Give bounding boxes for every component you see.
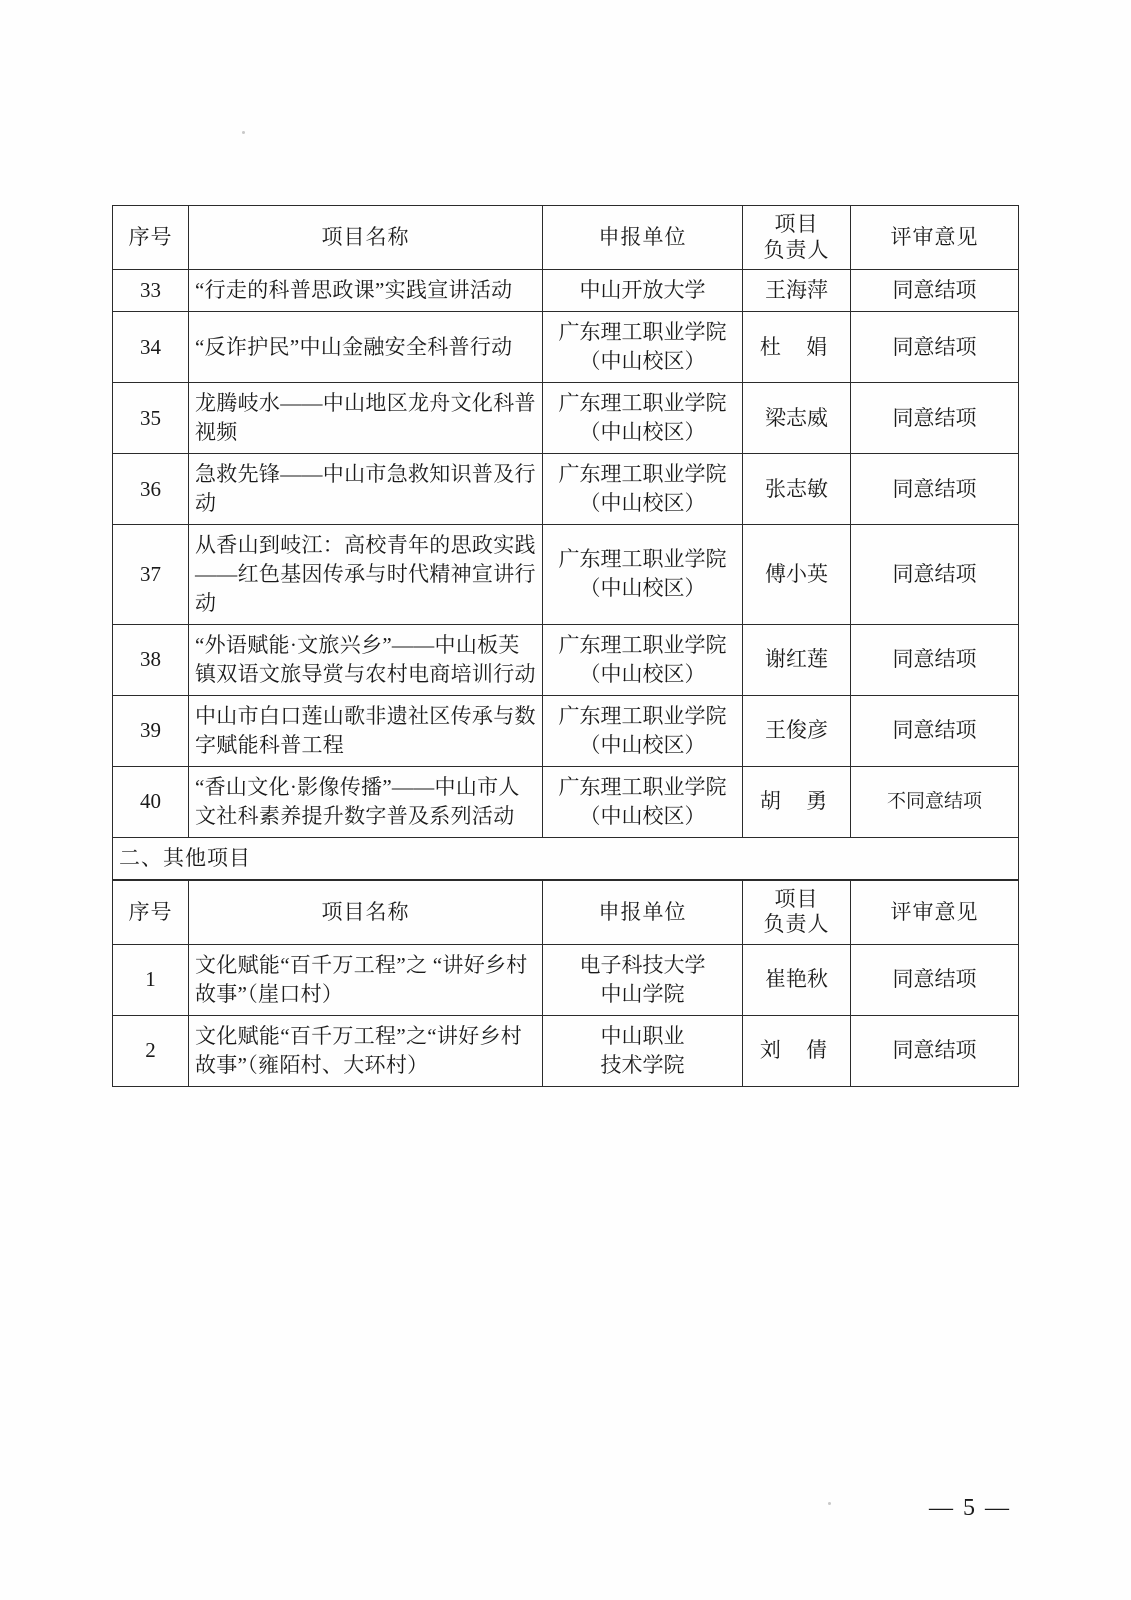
header-no: 序号 — [113, 880, 189, 944]
header-applicant-unit: 申报单位 — [543, 880, 743, 944]
row-applicant-unit — [543, 766, 743, 837]
row-review-opinion: 同意结项 — [851, 944, 1019, 1015]
header-applicant-unit: 申报单位 — [543, 206, 743, 270]
table-row — [113, 525, 1019, 625]
unit-sub: （中山校区） — [579, 420, 706, 445]
unit-main: 广东理工职业学院 — [558, 703, 727, 728]
unit-main: 电子科技大学 — [579, 952, 706, 977]
row-no: 2 — [113, 1015, 189, 1086]
row-applicant-unit — [543, 525, 743, 625]
header-project-name: 项目名称 — [189, 880, 543, 944]
unit-main: 中山开放大学 — [579, 278, 706, 303]
table-row — [113, 944, 1019, 1015]
table-row — [113, 1015, 1019, 1086]
row-project-name: 文化赋能“百千万工程”之 “讲好乡村故事”（崖口村） — [189, 944, 543, 1015]
row-applicant-unit — [543, 624, 743, 695]
row-no: 37 — [113, 525, 189, 625]
unit-sub: 技术学院 — [600, 1052, 685, 1077]
row-project-name: 文化赋能“百千万工程”之“讲好乡村故事”（雍陌村、大环村） — [189, 1015, 543, 1086]
row-owner: 胡 勇 — [743, 766, 851, 837]
row-owner: 张志敏 — [743, 454, 851, 525]
row-no: 39 — [113, 695, 189, 766]
row-owner: 王海萍 — [743, 270, 851, 312]
table-row — [113, 270, 1019, 312]
unit-main: 广东理工职业学院 — [558, 632, 727, 657]
header-review-opinion: 评审意见 — [851, 880, 1019, 944]
projects-table-two — [112, 880, 1019, 1087]
document-body — [112, 205, 1018, 1087]
row-owner: 梁志威 — [743, 383, 851, 454]
header-no: 序号 — [113, 206, 189, 270]
row-no: 1 — [113, 944, 189, 1015]
header-review-opinion: 评审意见 — [851, 206, 1019, 270]
table-header-row — [113, 880, 1019, 944]
unit-main: 中山职业 — [600, 1023, 685, 1048]
row-owner: 王俊彦 — [743, 695, 851, 766]
unit-main: 广东理工职业学院 — [558, 774, 727, 799]
header-owner-line2: 负责人 — [763, 237, 830, 262]
row-owner: 谢红莲 — [743, 624, 851, 695]
row-applicant-unit — [543, 1015, 743, 1086]
unit-sub: （中山校区） — [579, 732, 706, 757]
row-no: 36 — [113, 454, 189, 525]
section-title-row — [113, 837, 1019, 879]
header-owner-line1: 项目 — [774, 886, 819, 911]
header-owner-line1: 项目 — [774, 212, 819, 236]
section-title: 二、其他项目 — [113, 837, 1019, 879]
row-owner: 杜 娟 — [743, 312, 851, 383]
row-project-name: 龙腾岐水——中山地区龙舟文化科普视频 — [189, 383, 543, 454]
header-project-name: 项目名称 — [189, 206, 543, 270]
row-no: 38 — [113, 624, 189, 695]
row-project-name: “反诈护民”中山金融安全科普行动 — [189, 312, 543, 383]
row-no: 34 — [113, 312, 189, 383]
row-review-opinion: 同意结项 — [851, 270, 1019, 312]
row-review-opinion: 同意结项 — [851, 454, 1019, 525]
header-owner — [743, 880, 851, 944]
row-project-name: 中山市白口莲山歌非遗社区传承与数字赋能科普工程 — [189, 695, 543, 766]
paper-speck — [242, 131, 245, 134]
row-no: 35 — [113, 383, 189, 454]
table-row — [113, 312, 1019, 383]
row-review-opinion: 同意结项 — [851, 312, 1019, 383]
table-row — [113, 624, 1019, 695]
unit-main: 广东理工职业学院 — [558, 462, 727, 487]
table-row — [113, 695, 1019, 766]
row-no: 33 — [113, 270, 189, 312]
row-owner: 傅小英 — [743, 525, 851, 625]
row-owner: 崔艳秋 — [743, 944, 851, 1015]
page-number: — 5 — — [929, 1495, 1011, 1521]
table-row — [113, 383, 1019, 454]
unit-sub: （中山校区） — [579, 803, 706, 828]
row-owner: 刘 倩 — [743, 1015, 851, 1086]
unit-sub: 中山学院 — [600, 981, 685, 1006]
projects-table-one — [112, 205, 1019, 880]
row-project-name: “香山文化·影像传播”——中山市人文社科素养提升数字普及系列活动 — [189, 766, 543, 837]
row-applicant-unit — [543, 383, 743, 454]
row-project-name: 从香山到岐江：高校青年的思政实践——红色基因传承与时代精神宣讲行动 — [189, 525, 543, 625]
header-owner-line2: 负责人 — [763, 912, 830, 937]
row-applicant-unit — [543, 944, 743, 1015]
row-project-name: “行走的科普思政课”实践宣讲活动 — [189, 270, 543, 312]
unit-sub: （中山校区） — [579, 491, 706, 516]
row-review-opinion: 同意结项 — [851, 525, 1019, 625]
unit-main: 广东理工职业学院 — [558, 320, 727, 345]
table-header-row — [113, 206, 1019, 270]
row-review-opinion: 同意结项 — [851, 1015, 1019, 1086]
row-no: 40 — [113, 766, 189, 837]
paper-speck — [828, 1502, 831, 1505]
row-review-opinion: 同意结项 — [851, 624, 1019, 695]
header-owner — [743, 206, 851, 270]
unit-sub: （中山校区） — [579, 576, 706, 601]
row-review-opinion: 同意结项 — [851, 383, 1019, 454]
unit-main: 广东理工职业学院 — [558, 391, 727, 416]
row-project-name: 急救先锋——中山市急救知识普及行动 — [189, 454, 543, 525]
row-applicant-unit — [543, 270, 743, 312]
unit-main: 广东理工职业学院 — [558, 547, 727, 572]
table-row — [113, 766, 1019, 837]
row-review-opinion: 不同意结项 — [851, 766, 1019, 837]
row-applicant-unit — [543, 454, 743, 525]
row-applicant-unit — [543, 312, 743, 383]
row-project-name: “外语赋能·文旅兴乡”——中山板芙镇双语文旅导赏与农村电商培训行动 — [189, 624, 543, 695]
table-row — [113, 454, 1019, 525]
unit-sub: （中山校区） — [579, 349, 706, 374]
row-applicant-unit — [543, 695, 743, 766]
row-review-opinion: 同意结项 — [851, 695, 1019, 766]
unit-sub: （中山校区） — [579, 661, 706, 686]
